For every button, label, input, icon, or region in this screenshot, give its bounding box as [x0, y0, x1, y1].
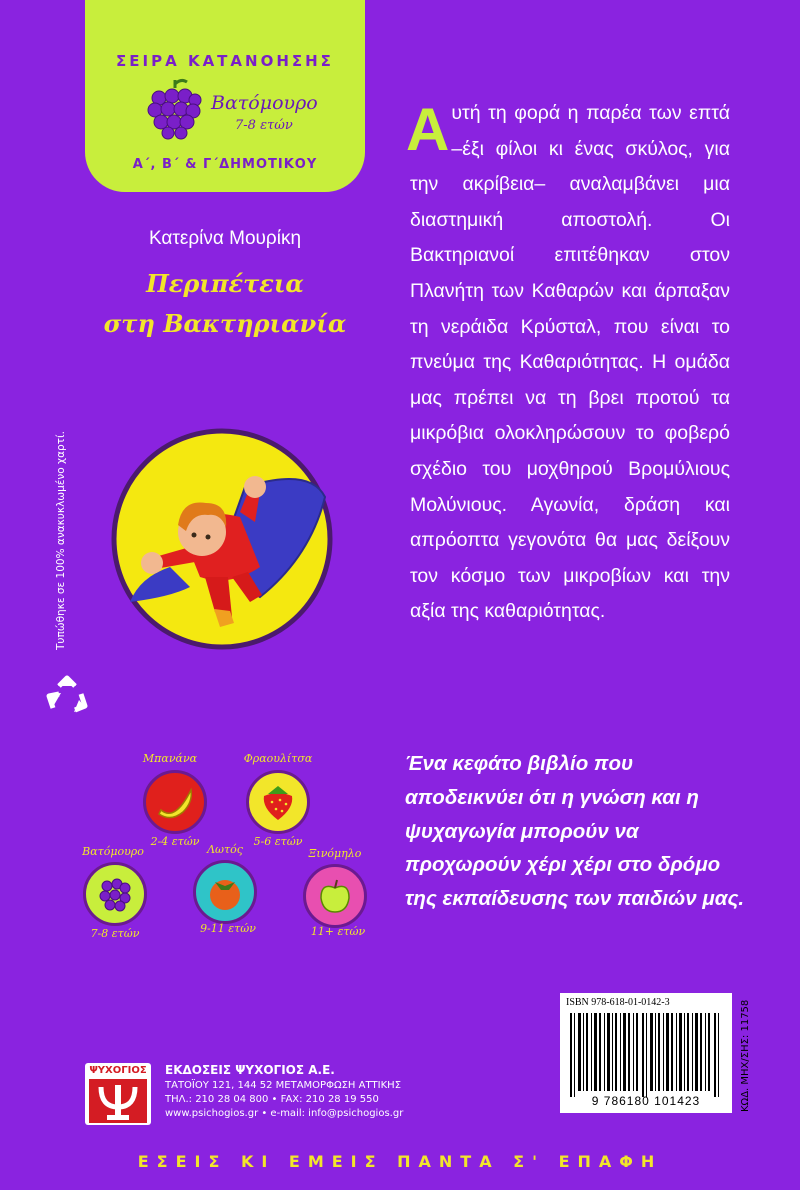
series-name: Βατόμουρο [211, 92, 318, 114]
blurb-dropcap: Α [406, 96, 450, 163]
catalog-code: ΚΩΔ. ΜΗΧ/ΣΗΣ: 11758 [740, 999, 751, 1112]
book-title-line1: Περιπέτεια [146, 269, 304, 298]
level-age-strawberry: 5-6 ετών [253, 835, 303, 848]
level-age-blackberry: 7-8 ετών [90, 927, 140, 940]
recycled-paper-note: Τυπώθηκε σε 100% ανακυκλωμένο χαρτί. [55, 431, 67, 650]
level-circle-banana [143, 770, 207, 834]
publisher-name: ΕΚΔΟΣΕΙΣ ΨΥΧΟΓΙΟΣ Α.Ε. [165, 1063, 335, 1077]
strawberry-icon [256, 780, 300, 824]
blackberry-icon [93, 872, 137, 916]
isbn-label: ISBN 978-618-01-0142-3 [566, 997, 670, 1008]
publisher-logo [85, 1063, 151, 1125]
barcode-icon [568, 1013, 724, 1097]
book-tagline: Ένα κεφάτο βιβλίο που αποδεικνύει ότι η γνώση και η ψυχαγωγία μπορούν να προχωρούν χέρι χέρι στο δρόμο της εκπαίδευσης των παιδιών μας. [405, 752, 745, 911]
footer-slogan: ΕΣΕΙΣ ΚΙ ΕΜΕΙΣ ΠΑΝΤΑ Σ' ΕΠΑΦΗ [137, 1152, 663, 1171]
level-name-apple: Ξινόμηλο [308, 847, 362, 860]
level-age-apple: 11+ ετών [310, 925, 366, 938]
series-grades: Α΄, Β΄ & Γ΄ΔΗΜΟΤΙΚΟΥ [132, 157, 318, 172]
level-circle-blackberry [83, 862, 147, 926]
isbn-digits: 9 786180 101423 [591, 1094, 701, 1108]
level-name-banana: Μπανάνα [142, 752, 198, 765]
book-blurb [406, 96, 730, 630]
publisher-logo-text: ΨΥΧΟΓΙΟΣ [89, 1065, 147, 1076]
apple-icon [313, 874, 357, 918]
author-name: Κατερίνα Μουρίκη [148, 228, 302, 249]
level-circle-persimmon [193, 860, 257, 924]
book-title-line2: στη Βακτηριανία [103, 309, 347, 338]
level-name-strawberry: Φραουλίτσα [243, 752, 313, 765]
hero-illustration [110, 427, 335, 652]
series-title: ΣΕΙΡΑ ΚΑΤΑΝΟΗΣΗΣ [116, 52, 334, 70]
series-panel [85, 0, 365, 192]
publisher-web: www.psichogios.gr • e-mail: info@psichogios.gr [165, 1108, 404, 1119]
blackberry-icon [145, 78, 205, 140]
level-name-persimmon: Λωτός [207, 843, 243, 856]
publisher-phones: ΤΗΛ.: 210 28 04 800 • FAX: 210 28 19 550 [165, 1094, 379, 1105]
level-circle-strawberry [246, 770, 310, 834]
banana-icon [153, 780, 197, 824]
psi-logo-icon [85, 1077, 151, 1125]
series-age: 7-8 ετών [235, 118, 293, 133]
book-title [85, 264, 365, 344]
isbn-barcode [560, 993, 732, 1113]
persimmon-icon [203, 870, 247, 914]
recycle-icon [45, 674, 89, 718]
blurb-text: υτή τη φορά η παρέα των επτά –έξι φίλοι κι ένας σκύλος, για την ακρίβεια– αναλαμβάνει μια διαστημική αποστολή. Οι Βακτηριανοί επιτέθηκαν στον Πλανήτη των Καθαρών και άρπαξαν τη νεράιδα Κρύσταλ, που είναι το πνεύμα της Καθαριότητας. Η ομάδα μας πρέπει να τη βρει προτού τα μικρόβια ολοκληρώσουν το φοβερό σχέδιο του μοχθηρού Βρομύλιους Μολύνιους. Αγωνία, δράση και απρόοπτα γεγονότα θα μας δείξουν τον κόσμο των μικροβίων και την αξία της καθαριότητας. [410, 102, 730, 623]
level-age-banana: 2-4 ετών [150, 835, 200, 848]
level-circle-apple [303, 864, 367, 928]
level-age-persimmon: 9-11 ετών [200, 922, 256, 935]
publisher-address: ΤΑΤΟΪΟΥ 121, 144 52 ΜΕΤΑΜΟΡΦΩΣΗ ΑΤΤΙΚΗΣ [165, 1080, 402, 1091]
level-name-blackberry: Βατόμουρο [82, 845, 144, 858]
